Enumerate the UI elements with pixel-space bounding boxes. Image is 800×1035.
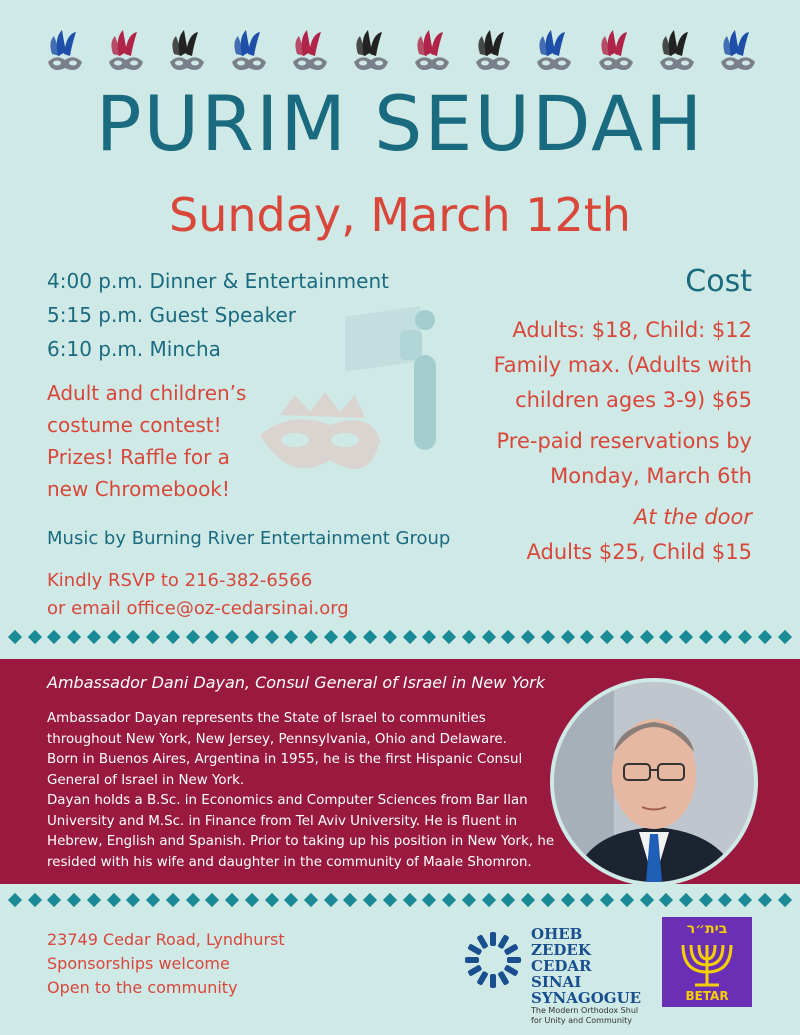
cost-line: children ages 3-9) $65 — [515, 388, 752, 412]
feather-mask-icon — [289, 28, 331, 76]
diamond-icon — [501, 630, 515, 644]
diamond-icon — [560, 630, 574, 644]
diamond-icon — [343, 893, 357, 907]
diamond-icon — [639, 893, 653, 907]
diamond-icon — [343, 630, 357, 644]
diamond-icon — [521, 893, 535, 907]
diamond-icon — [264, 630, 278, 644]
diamond-icon — [659, 630, 673, 644]
speaker-bio-1: Ambassador Dayan represents the State of Israel to communities throughout New York, New Jersey, Pennsylvania, Ohio and Delaware. Born in Buenos Aires, Argentina in 1955, he is the first Hispanic Consul General of Israel in New York. — [47, 711, 523, 788]
diamond-icon — [146, 630, 160, 644]
feather-mask-icon — [717, 28, 759, 76]
mask-border — [44, 28, 759, 76]
diamond-icon — [304, 893, 318, 907]
rsvp-phone: Kindly RSVP to 216-382-6566 — [47, 570, 313, 591]
diamond-icon — [422, 893, 436, 907]
diamond-icon — [205, 893, 219, 907]
diamond-icon — [738, 630, 752, 644]
feather-mask-icon — [44, 28, 86, 76]
diamond-icon — [264, 893, 278, 907]
diamond-icon — [482, 893, 496, 907]
diamond-icon — [107, 893, 121, 907]
diamond-icon — [758, 630, 772, 644]
event-date: Sunday, March 12th — [169, 188, 631, 242]
diamond-icon — [482, 630, 496, 644]
address: 23749 Cedar Road, Lyndhurst — [47, 930, 285, 949]
footer-info — [47, 928, 285, 1000]
schedule-item: 5:15 p.m. Guest Speaker — [47, 303, 296, 327]
diamond-icon — [225, 893, 239, 907]
feather-mask-icon — [656, 28, 698, 76]
diamond-icon — [245, 893, 259, 907]
feather-mask-icon — [105, 28, 147, 76]
cost-line: Adults: $18, Child: $12 — [512, 318, 752, 342]
diamond-icon — [225, 630, 239, 644]
schedule-item: 4:00 p.m. Dinner & Entertainment — [47, 269, 389, 293]
diamond-icon — [600, 630, 614, 644]
diamond-icon — [659, 893, 673, 907]
diamond-icon — [541, 630, 555, 644]
rsvp-email: or email office@oz-cedarsinai.org — [47, 598, 349, 619]
contest-text — [47, 377, 287, 505]
diamond-icon — [639, 630, 653, 644]
diamond-icon — [422, 630, 436, 644]
contest-line: costume contest! — [47, 413, 222, 437]
diamond-icon — [620, 893, 634, 907]
synagogue-logo — [463, 925, 642, 1025]
diamond-icon — [126, 630, 140, 644]
diamond-icon — [778, 630, 792, 644]
sponsorship-note: Sponsorships welcome — [47, 954, 230, 973]
diamond-icon — [28, 893, 42, 907]
diamond-icon — [363, 893, 377, 907]
diamond-icon — [758, 893, 772, 907]
diamond-icon — [699, 630, 713, 644]
diamond-icon — [8, 630, 22, 644]
at-door-heading: At the door — [633, 505, 752, 529]
diamond-icon — [738, 893, 752, 907]
diamond-icon — [501, 893, 515, 907]
diamond-icon — [462, 630, 476, 644]
diamond-icon — [383, 893, 397, 907]
diamond-icon — [284, 630, 298, 644]
feather-mask-icon — [472, 28, 514, 76]
diamond-icon — [699, 893, 713, 907]
diamond-icon — [146, 893, 160, 907]
page-title: PURIM SEUDAH — [95, 79, 705, 168]
diamond-icon — [28, 630, 42, 644]
betar-label: BETAR — [685, 989, 729, 1003]
betar-logo — [662, 917, 752, 1007]
cost-heading: Cost — [685, 264, 752, 299]
cost-line: Monday, March 6th — [550, 464, 752, 488]
speaker-portrait — [550, 678, 758, 886]
diamond-icon — [166, 893, 180, 907]
diamond-divider-top — [10, 629, 790, 645]
logo-text: SYNAGOGUE — [531, 989, 642, 1007]
cost-details — [422, 313, 752, 570]
diamond-icon — [47, 893, 61, 907]
diamond-icon — [403, 893, 417, 907]
diamond-icon — [245, 630, 259, 644]
diamond-icon — [580, 893, 594, 907]
diamond-icon — [600, 893, 614, 907]
music-credit: Music by Burning River Entertainment Group — [47, 528, 451, 549]
diamond-icon — [87, 893, 101, 907]
diamond-icon — [620, 630, 634, 644]
cost-line: Family max. (Adults with — [493, 353, 752, 377]
diamond-icon — [67, 893, 81, 907]
feather-mask-icon — [595, 28, 637, 76]
schedule-item: 6:10 p.m. Mincha — [47, 337, 221, 361]
diamond-icon — [87, 630, 101, 644]
diamond-icon — [403, 630, 417, 644]
diamond-icon — [166, 630, 180, 644]
diamond-icon — [383, 630, 397, 644]
feather-mask-icon — [166, 28, 208, 76]
diamond-icon — [284, 893, 298, 907]
diamond-icon — [324, 893, 338, 907]
diamond-icon — [462, 893, 476, 907]
diamond-icon — [126, 893, 140, 907]
logo-text: OHEB ZEDEK — [531, 925, 591, 959]
cost-line: Pre-paid reservations by — [496, 429, 752, 453]
at-door-price: Adults $25, Child $15 — [526, 540, 752, 564]
diamond-icon — [205, 630, 219, 644]
diamond-icon — [778, 893, 792, 907]
diamond-icon — [442, 893, 456, 907]
speaker-heading: Ambassador Dani Dayan, Consul General of Israel in New York — [47, 673, 545, 692]
diamond-icon — [541, 893, 555, 907]
community-note: Open to the community — [47, 978, 238, 997]
diamond-icon — [304, 630, 318, 644]
feather-mask-icon — [411, 28, 453, 76]
logo-tagline: for Unity and Community — [531, 1016, 632, 1025]
diamond-icon — [107, 630, 121, 644]
diamond-icon — [521, 630, 535, 644]
diamond-icon — [679, 893, 693, 907]
betar-hebrew-text: בית״ר — [686, 921, 728, 937]
diamond-icon — [8, 893, 22, 907]
diamond-icon — [580, 630, 594, 644]
rsvp-info — [47, 567, 349, 623]
diamond-icon — [718, 893, 732, 907]
speaker-bio-2: Dayan holds a B.Sc. in Economics and Computer Sciences from Bar Ilan University and M.Sc. in Finance from Tel Aviv University. He is fluent in Hebrew, English and Spanish. Prior to taking up his position in New York, he resided with his wife and daughter in the community of Maale Shomron. — [47, 793, 555, 870]
contest-line: new Chromebook! — [47, 477, 230, 501]
logo-tagline: The Modern Orthodox Shul — [531, 1006, 639, 1015]
diamond-icon — [363, 630, 377, 644]
logo-text: CEDAR SINAI — [531, 957, 592, 991]
diamond-icon — [324, 630, 338, 644]
diamond-icon — [186, 630, 200, 644]
contest-line: Adult and children’s — [47, 381, 247, 405]
contest-line: Prizes! Raffle for a — [47, 445, 230, 469]
feather-mask-icon — [533, 28, 575, 76]
feather-mask-icon — [228, 28, 270, 76]
feather-mask-icon — [350, 28, 392, 76]
diamond-icon — [718, 630, 732, 644]
schedule — [47, 264, 389, 366]
diamond-icon — [442, 630, 456, 644]
diamond-icon — [560, 893, 574, 907]
diamond-icon — [67, 630, 81, 644]
synagogue-emblem-icon — [463, 930, 523, 990]
diamond-icon — [47, 630, 61, 644]
diamond-icon — [186, 893, 200, 907]
diamond-divider-bottom — [10, 892, 790, 908]
diamond-icon — [679, 630, 693, 644]
